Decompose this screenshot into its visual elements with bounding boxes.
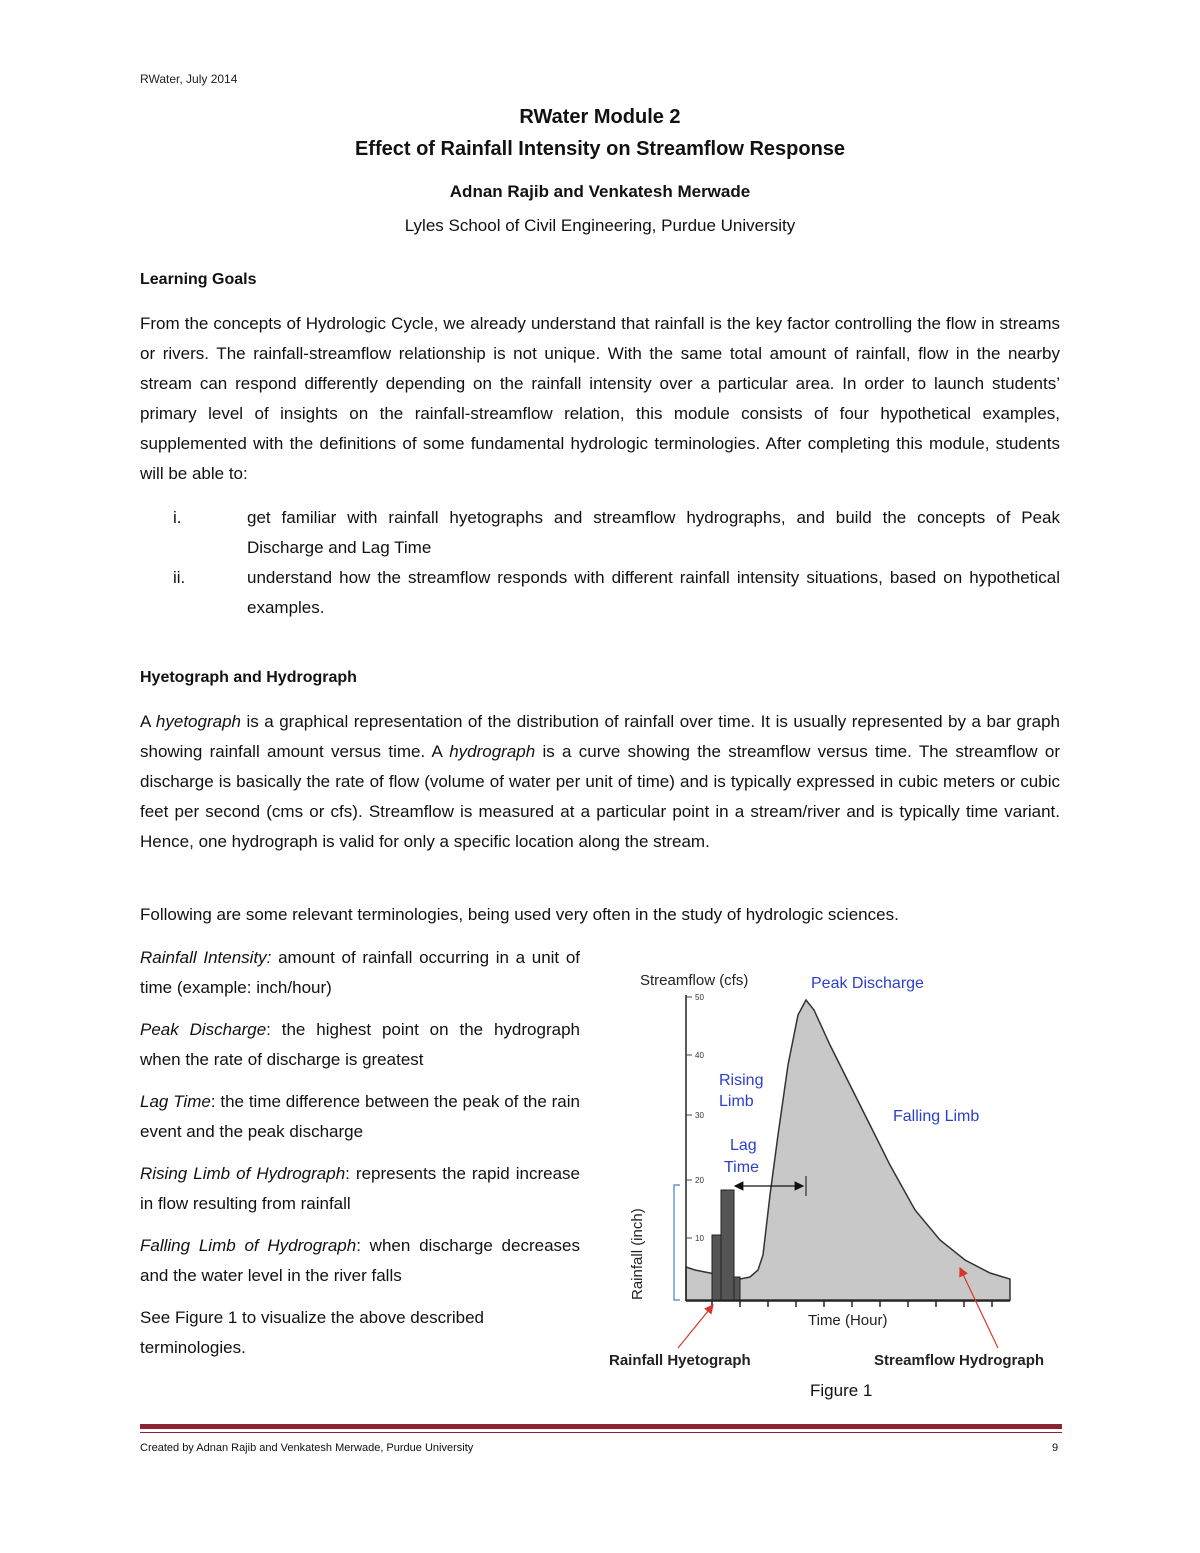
page-title: RWater Module 2 (519, 106, 681, 128)
term-hyetograph: hyetograph (155, 712, 241, 731)
definition-text: amount of rainfall occurring in a unit of time (example: inch/hour) (140, 948, 581, 997)
definition-text: : when discharge decreases and the water level in the river falls (140, 1236, 580, 1285)
definition-falling-limb (140, 1231, 580, 1291)
list-item-number: i. (173, 508, 182, 527)
page-subtitle: Effect of Rainfall Intensity on Streamflow Response (354, 138, 846, 160)
falling-limb-label: Falling Limb (893, 1108, 980, 1125)
definition-rising-limb (140, 1159, 580, 1219)
y-tick-label: 10 (695, 1234, 704, 1243)
list-item-number: ii. (173, 568, 186, 587)
definition-term: Rising Limb of Hydrograph (140, 1164, 346, 1183)
peak-discharge-label: Peak Discharge (811, 975, 924, 992)
terminology-intro: Following are some relevant terminologies, being used very often in the study of hydrologic sciences. (140, 905, 899, 924)
rainfall-axis-label: Rainfall (inch) (629, 1208, 646, 1300)
figure-caption: Figure 1 (810, 1381, 873, 1400)
definitions-list (140, 943, 580, 1375)
lag-time-label: Lag (730, 1137, 757, 1154)
authors: Adnan Rajib and Venkatesh Merwade (449, 182, 751, 201)
text-run: A (140, 712, 156, 731)
hyetograph-label: Rainfall Hyetograph (609, 1352, 751, 1369)
term-hydrograph: hydrograph (449, 742, 536, 761)
list-item-text: get familiar with rainfall hyetographs and streamflow hydrographs, and build the concepts of Peak Discharge and Lag Time (247, 508, 1060, 557)
y-tick-label: 50 (695, 993, 704, 1002)
y-tick-label: 30 (695, 1111, 704, 1120)
running-header: RWater, July 2014 (140, 72, 238, 86)
footer-rule (140, 1424, 1062, 1429)
text-run: is a curve showing the streamflow versus time. The streamflow or discharge is basically the rate of flow (volume of water per unit of time) and is typically expressed in cubic meters or cubic feet per second (cms or cfs). Streamflow is measured at a particular point in a stream/river and is typically time variant. Hence, one hydrograph is valid for only a specific location along the stream. (140, 742, 1060, 851)
rainfall-axis-bracket (674, 1185, 680, 1300)
hyetograph-pointer-arrow (678, 1305, 713, 1348)
definition-text: : represents the rapid increase in flow resulting from rainfall (140, 1164, 581, 1213)
definition-term: Rainfall Intensity: (140, 948, 272, 967)
streamflow-axis-label: Streamflow (cfs) (640, 972, 749, 989)
definition-lag-time (140, 1087, 580, 1147)
x-axis-ticks (712, 1301, 992, 1307)
y-tick-label: 40 (695, 1051, 704, 1060)
y-tick-label: 20 (695, 1176, 704, 1185)
rising-limb-label: Rising (719, 1072, 764, 1089)
page-number: 9 (1052, 1442, 1059, 1454)
footer-rule-thin (140, 1432, 1062, 1433)
definition-rainfall-intensity (140, 943, 580, 1003)
rainfall-bar (712, 1235, 721, 1300)
affiliation: Lyles School of Civil Engineering, Purdue University (404, 216, 796, 235)
text-run: is a graphical representation of the distribution of rainfall over time. It is usually represented by a bar graph showing rainfall amount versus time. A (140, 712, 1060, 761)
rising-limb-label: Limb (719, 1093, 754, 1110)
hyetograph-paragraph (140, 707, 1060, 857)
rainfall-bar (721, 1190, 734, 1300)
definition-term: Lag Time (140, 1092, 211, 1111)
footer-credit: Created by Adnan Rajib and Venkatesh Merwade, Purdue University (140, 1442, 474, 1454)
learning-goals-paragraph: From the concepts of Hydrologic Cycle, we already understand that rainfall is the key factor controlling the flow in streams or rivers. The rainfall-streamflow relationship is not unique. With the same total amount of rainfall, flow in the nearby stream can respond differently depending on the rainfall intensity over a particular area. In order to launch students’ primary level of insights on the rainfall-streamflow relation, this module consists of four hypothetical examples, supplemented with the definitions of some fundamental hydrologic terminologies. After completing this module, students will be able to: (140, 314, 1060, 483)
definition-text: : the time difference between the peak of the rain event and the peak discharge (140, 1092, 580, 1141)
time-axis-label: Time (Hour) (808, 1312, 888, 1329)
definition-term: Falling Limb of Hydrograph (140, 1236, 357, 1255)
hydrograph-figure (600, 955, 1070, 1375)
hydrograph-label: Streamflow Hydrograph (874, 1352, 1045, 1369)
definition-term: Peak Discharge (140, 1020, 267, 1039)
list-item-text: understand how the streamflow responds with different rainfall intensity situations, based on hypothetical examples. (247, 568, 1060, 617)
hyetograph-heading: Hyetograph and Hydrograph (140, 669, 357, 686)
definition-peak-discharge (140, 1015, 580, 1075)
lag-time-label: Time (724, 1159, 759, 1176)
definition-text: : the highest point on the hydrograph when the rate of discharge is greatest (140, 1020, 580, 1069)
learning-goals-heading: Learning Goals (140, 271, 257, 288)
rainfall-bar (734, 1277, 740, 1300)
see-figure-note: See Figure 1 to visualize the above described terminologies. (140, 1308, 484, 1357)
